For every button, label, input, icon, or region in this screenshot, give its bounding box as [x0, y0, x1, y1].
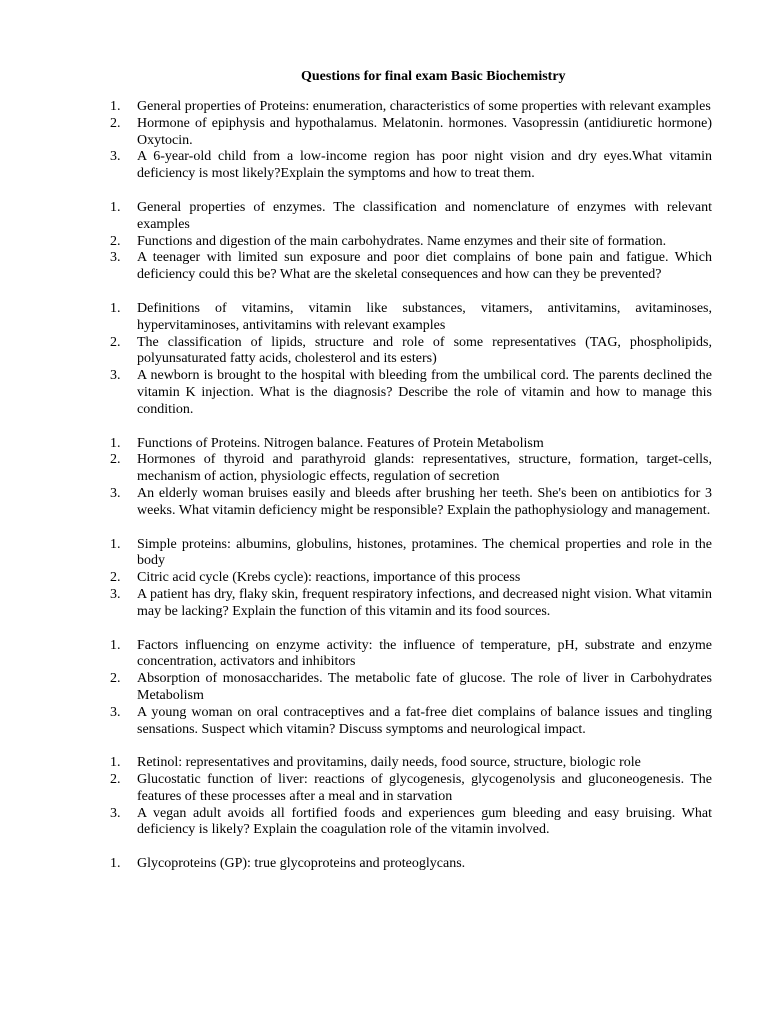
question-number: 1. [110, 755, 121, 771]
question-group-7 [96, 755, 712, 839]
question-text: Simple proteins: albumins, globulins, histones, protamines. The chemical properties and role in the body [137, 536, 712, 569]
question-number: 1. [110, 300, 121, 316]
question-text: Glycoproteins (GP): true glycoproteins and proteoglycans. [137, 856, 466, 872]
question-text: Factors influencing on enzyme activity: the influence of temperature, pH, substrate and enzyme concentration, activators and inhibitors [137, 637, 712, 670]
question-text: A vegan adult avoids all fortified foods and experiences gum bleeding and easy bruising. What deficiency is likely? Explain the coagulation role of the vitamin involved. [137, 805, 712, 838]
question-number: 3. [110, 805, 121, 821]
question-number: 3. [110, 149, 121, 165]
question-text: Definitions of vitamins, vitamin like substances, vitamers, antivitamins, avitaminoses, hypervitaminoses, antivitamins with relevant examples [137, 300, 712, 333]
question-text: Retinol: representatives and provitamins, daily needs, food source, structure, biologic role [137, 755, 641, 771]
question-item [96, 116, 712, 150]
question-number: 3. [110, 250, 121, 266]
question-number: 2. [110, 115, 121, 131]
question-item [96, 772, 712, 806]
question-item [96, 452, 712, 486]
question-number: 1. [110, 536, 121, 552]
question-item [96, 671, 712, 705]
question-item [96, 638, 712, 672]
question-text: A newborn is brought to the hospital with bleeding from the umbilical cord. The parents declined the vitamin K injection. What is the diagnosis? Describe the role of vitamin and how to manage this condition. [137, 368, 712, 417]
question-number: 3. [110, 704, 121, 720]
question-number: 3. [110, 586, 121, 602]
question-item [96, 570, 712, 587]
question-text: A 6-year-old child from a low-income region has poor night vision and dry eyes.What vitamin deficiency is most likely?Explain the symptoms and how to treat them. [137, 149, 712, 182]
question-number: 2. [110, 334, 121, 350]
question-item [96, 99, 712, 116]
question-text: A teenager with limited sun exposure and poor diet complains of bone pain and fatigue. Which deficiency could this be? What are the skeletal consequences and how can they be prevented? [137, 250, 712, 283]
question-item [96, 856, 712, 873]
question-number: 2. [110, 772, 121, 788]
question-item [96, 200, 712, 234]
question-item [96, 149, 712, 183]
question-number: 2. [110, 671, 121, 687]
question-group-3 [96, 301, 712, 419]
question-number: 2. [110, 233, 121, 249]
question-group-6 [96, 638, 712, 739]
question-number: 1. [110, 199, 121, 215]
question-text: The classification of lipids, structure and role of some representatives (TAG, phospholipids, polyunsaturated fatty acids, cholesterol and its esters) [137, 334, 712, 367]
question-text: A patient has dry, flaky skin, frequent respiratory infections, and decreased night vision. What vitamin may be lacking? Explain the function of this vitamin and its food sources. [137, 586, 712, 619]
question-text: Absorption of monosaccharides. The metabolic fate of glucose. The role of liver in Carbohydrates Metabolism [137, 671, 712, 703]
question-number: 1. [110, 99, 121, 114]
question-number: 1. [110, 435, 121, 451]
question-text: Glucostatic function of liver: reactions of glycogenesis, glycogenolysis and gluconeogenesis. The features of these processes after a meal and in starvation [137, 772, 712, 804]
question-group-1 [96, 99, 712, 183]
question-item [96, 436, 712, 453]
question-text: Functions of Proteins. Nitrogen balance. Features of Protein Metabolism [137, 435, 544, 451]
question-text: Hormones of thyroid and parathyroid glands: representatives, structure, formation, target-cells, mechanism of action, physiologic effects, regulation of secretion [137, 452, 712, 485]
question-text: General properties of enzymes. The classification and nomenclature of enzymes with relevant examples [137, 199, 712, 232]
question-number: 2. [110, 570, 121, 586]
question-text: An elderly woman bruises easily and bleeds after brushing her teeth. She's been on antibiotics for 3 weeks. What vitamin deficiency might be responsible? Explain the pathophysiology and management. [137, 485, 712, 518]
question-item [96, 537, 712, 571]
page-title: Questions for final exam Basic Biochemistry [301, 69, 566, 84]
question-item [96, 587, 712, 621]
question-item [96, 335, 712, 369]
question-item [96, 486, 712, 520]
question-item [96, 301, 712, 335]
question-text: Citric acid cycle (Krebs cycle): reactions, importance of this process [137, 570, 521, 586]
question-number: 1. [110, 856, 121, 872]
question-number: 2. [110, 452, 121, 468]
question-item [96, 250, 712, 284]
question-number: 1. [110, 637, 121, 653]
question-group-2 [96, 200, 712, 284]
question-text: Functions and digestion of the main carbohydrates. Name enzymes and their site of formation. [137, 233, 667, 249]
question-group-8 [96, 856, 712, 873]
question-item [96, 368, 712, 418]
question-text: A young woman on oral contraceptives and a fat-free diet complains of balance issues and tingling sensations. Suspect which vitamin? Discuss symptoms and neurological impact. [137, 704, 712, 737]
question-item [96, 234, 712, 251]
question-number: 3. [110, 368, 121, 384]
question-text: Hormone of epiphysis and hypothalamus. Melatonin. hormones. Vasopressin (antidiuretic hormone) Oxytocin. [137, 115, 712, 148]
question-item [96, 705, 712, 739]
question-number: 3. [110, 485, 121, 501]
question-group-4 [96, 436, 712, 520]
question-item [96, 806, 712, 840]
question-text: General properties of Proteins: enumeration, characteristics of some properties with relevant examples [137, 99, 711, 114]
question-item [96, 755, 712, 772]
question-group-5 [96, 537, 712, 621]
